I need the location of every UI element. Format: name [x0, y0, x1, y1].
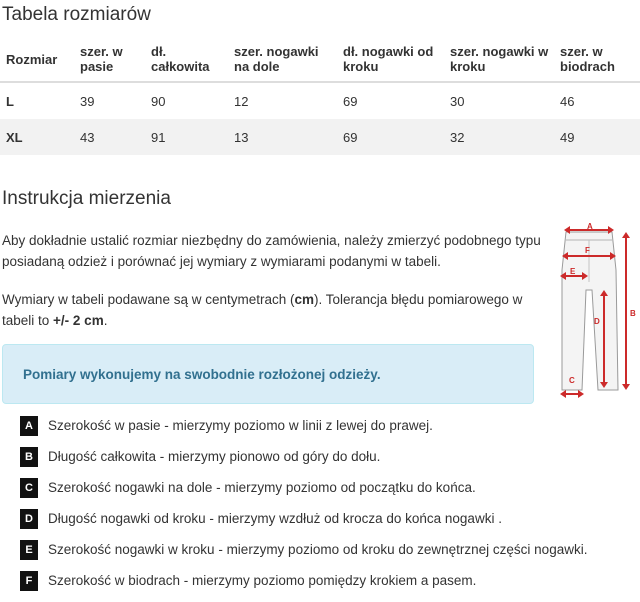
- cell: 91: [143, 119, 226, 155]
- header-total-length: dł. całkowita: [143, 37, 226, 82]
- cell: 12: [234, 93, 249, 109]
- label-f: F: [585, 246, 590, 255]
- arrowhead-c-right: [578, 390, 584, 398]
- legend-text: Szerokość w biodrach - mierzymy poziomo pomiędzy krokiem a pasem.: [48, 573, 477, 588]
- cell: 13: [226, 119, 335, 155]
- cell: 69: [343, 93, 358, 109]
- cell: 69: [335, 119, 442, 155]
- legend-text: Szerokość nogawki na dole - mierzymy poziomo od początku do końca.: [48, 480, 476, 495]
- badge-f: F: [20, 571, 38, 591]
- table-row: [0, 119, 640, 155]
- cell: 90: [151, 93, 166, 109]
- instructions-paragraph: Aby dokładnie ustalić rozmiar niezbędny do zamówienia, należy zmierzyć podobnego typu posiadaną odzież i porównać jej wymiary z wymiarami podanymi w tabeli.: [2, 233, 541, 269]
- cell: 43: [72, 119, 143, 155]
- label-b: B: [630, 309, 636, 318]
- legend-text: Długość całkowita - mierzymy pionowo od góry do dołu.: [48, 449, 381, 464]
- cell: 30: [450, 93, 465, 109]
- header-leg-bottom-width: szer. nogawki na dole: [226, 37, 335, 82]
- label-a: A: [587, 222, 593, 231]
- cell: 46: [560, 93, 575, 109]
- tolerance-paragraph: [2, 289, 542, 331]
- table-header-row: [0, 37, 640, 82]
- cell: 32: [442, 119, 552, 155]
- unit-cm: cm: [294, 292, 315, 307]
- arrowhead-b-top: [622, 232, 630, 238]
- table-row: [0, 82, 640, 119]
- badge-a: A: [20, 416, 38, 436]
- badge-e: E: [20, 540, 38, 560]
- trousers-measurement-diagram: [552, 220, 640, 400]
- instructions-title: Instrukcja mierzenia: [2, 188, 171, 209]
- header-inseam-length: dł. nogawki od kroku: [335, 37, 442, 82]
- arrowhead-b-bottom: [622, 384, 630, 390]
- tolerance-text-1: Wymiary w tabeli podawane są w centymetrach (: [2, 292, 295, 307]
- tolerance-value: +/- 2 cm: [53, 313, 104, 328]
- badge-b: B: [20, 447, 38, 467]
- cell-size: L: [6, 93, 14, 109]
- info-box-text: Pomiary wykonujemy na swobodnie rozłożonej odzieży.: [23, 367, 381, 382]
- label-e: E: [570, 267, 576, 276]
- legend-text: Długość nogawki od kroku - mierzymy wzdłuż od krocza do końca nogawki .: [48, 511, 502, 526]
- cell: 39: [80, 93, 95, 109]
- badge-d: D: [20, 509, 38, 529]
- badge-c: C: [20, 478, 38, 498]
- header-size: Rozmiar: [0, 37, 72, 82]
- size-table-title: Tabela rozmiarów: [2, 4, 151, 25]
- info-box: [2, 344, 534, 404]
- size-table: [0, 37, 640, 155]
- header-crotch-leg-width: szer. nogawki w kroku: [442, 37, 552, 82]
- cell-size: XL: [0, 119, 72, 155]
- label-d: D: [594, 317, 600, 326]
- arrowhead-c-left: [560, 390, 566, 398]
- tolerance-text-3: .: [103, 313, 108, 328]
- tolerance-text-2: ). Tolerancja błędu pomiarowego w tabeli to: [2, 292, 523, 328]
- header-waist-width: szer. w pasie: [72, 37, 143, 82]
- legend-text: Szerokość nogawki w kroku - mierzymy poziomo od kroku do zewnętrznej części nogawki.: [48, 542, 588, 557]
- legend-text: Szerokość w pasie - mierzymy poziomo w linii z lewej do prawej.: [48, 418, 433, 433]
- cell: 49: [552, 119, 640, 155]
- header-hip-width: szer. w biodrach: [552, 37, 640, 82]
- label-c: C: [569, 376, 575, 385]
